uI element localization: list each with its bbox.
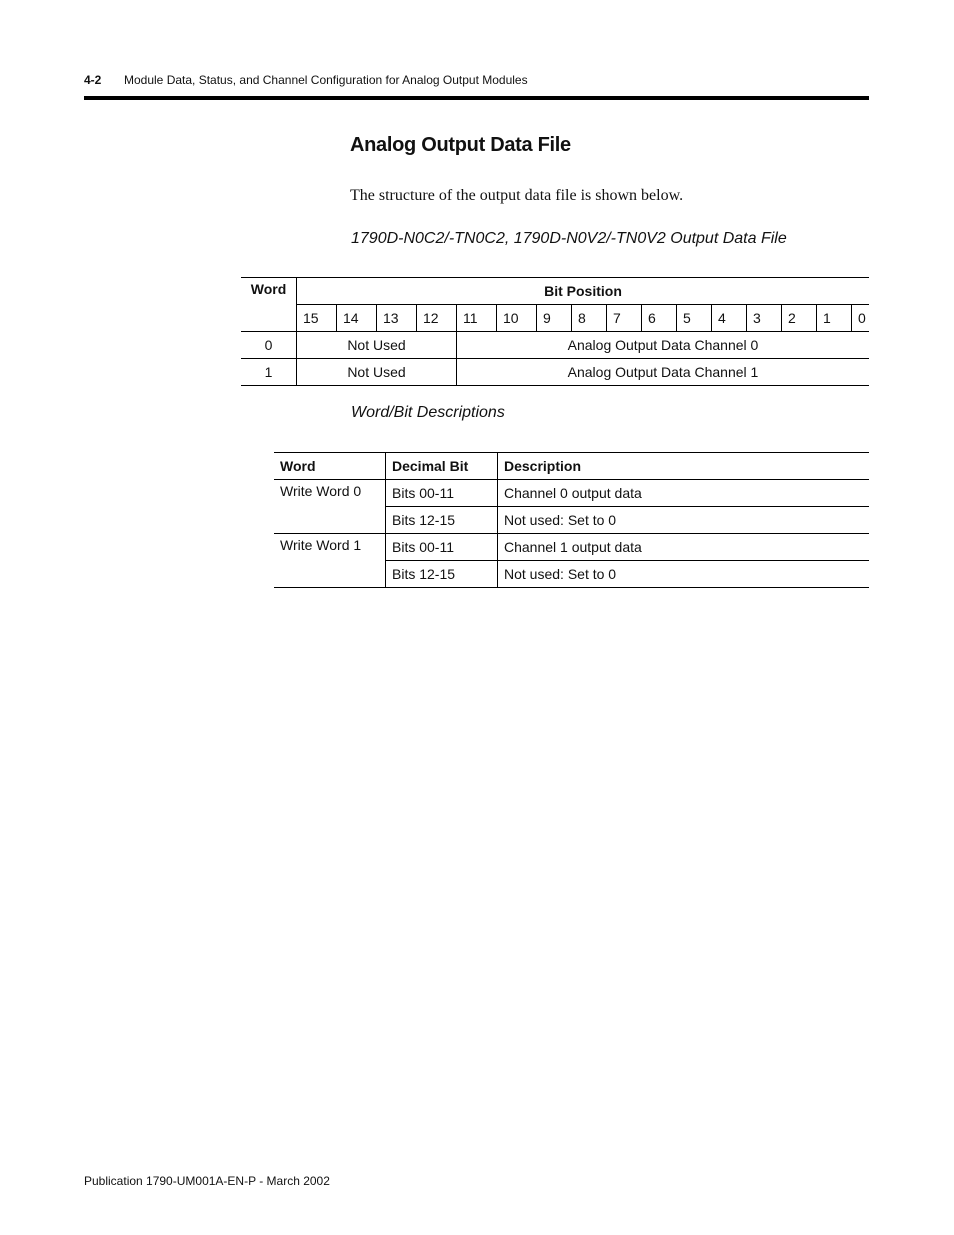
- bit-cell: 5: [677, 305, 712, 332]
- description-cell: Channel 1 output data: [498, 534, 870, 561]
- bit-cell: Bits 00-11: [386, 480, 498, 507]
- description-cell: Not used: Set to 0: [498, 507, 870, 534]
- bit-cell: 3: [747, 305, 782, 332]
- bit-cell: 1: [817, 305, 852, 332]
- channel-data-cell: Analog Output Data Channel 1: [457, 359, 870, 386]
- word-number: 1: [241, 359, 297, 386]
- page-number: 4-2: [84, 73, 102, 87]
- header-word: Word: [274, 453, 386, 480]
- header-rule: [84, 96, 869, 100]
- bit-cell: Bits 12-15: [386, 507, 498, 534]
- bit-cell: 4: [712, 305, 747, 332]
- description-cell: Not used: Set to 0: [498, 561, 870, 588]
- word-cell: Write Word 0: [274, 480, 386, 534]
- bit-cell: 10: [497, 305, 537, 332]
- intro-paragraph: The structure of the output data file is shown below.: [350, 187, 684, 204]
- header-description: Description: [498, 453, 870, 480]
- header-decimal-bit: Decimal Bit: [386, 453, 498, 480]
- word-bit-descriptions-table: [274, 452, 869, 588]
- table1-caption: 1790D-N0C2/-TN0C2, 1790D-N0V2/-TN0V2 Output Data File: [351, 230, 787, 247]
- bit-cell: 8: [572, 305, 607, 332]
- output-data-file-table: [241, 277, 869, 386]
- bit-cell: 12: [417, 305, 457, 332]
- word-number: 0: [241, 332, 297, 359]
- description-cell: Channel 0 output data: [498, 480, 870, 507]
- bit-position-header: Bit Position: [297, 278, 870, 305]
- bit-cell: 9: [537, 305, 572, 332]
- table-row: [274, 534, 869, 561]
- bit-cell: 14: [337, 305, 377, 332]
- bit-cell: 13: [377, 305, 417, 332]
- table-row: [274, 480, 869, 507]
- publication-footer: Publication 1790-UM001A-EN-P - March 2002: [84, 1174, 330, 1188]
- not-used-cell: Not Used: [297, 359, 457, 386]
- bit-cell: 15: [297, 305, 337, 332]
- table2-caption: Word/Bit Descriptions: [351, 404, 505, 421]
- bit-cell: 7: [607, 305, 642, 332]
- bit-cell: Bits 00-11: [386, 534, 498, 561]
- bit-cell: 6: [642, 305, 677, 332]
- running-title: Module Data, Status, and Channel Configuration for Analog Output Modules: [124, 73, 528, 87]
- running-header: [84, 73, 528, 87]
- not-used-cell: Not Used: [297, 332, 457, 359]
- section-title: Analog Output Data File: [350, 134, 571, 156]
- bit-cell: 0: [852, 305, 870, 332]
- channel-data-cell: Analog Output Data Channel 0: [457, 332, 870, 359]
- bit-cell: Bits 12-15: [386, 561, 498, 588]
- word-header: Word: [241, 278, 297, 332]
- word-cell: Write Word 1: [274, 534, 386, 588]
- bit-cell: 11: [457, 305, 497, 332]
- bit-cell: 2: [782, 305, 817, 332]
